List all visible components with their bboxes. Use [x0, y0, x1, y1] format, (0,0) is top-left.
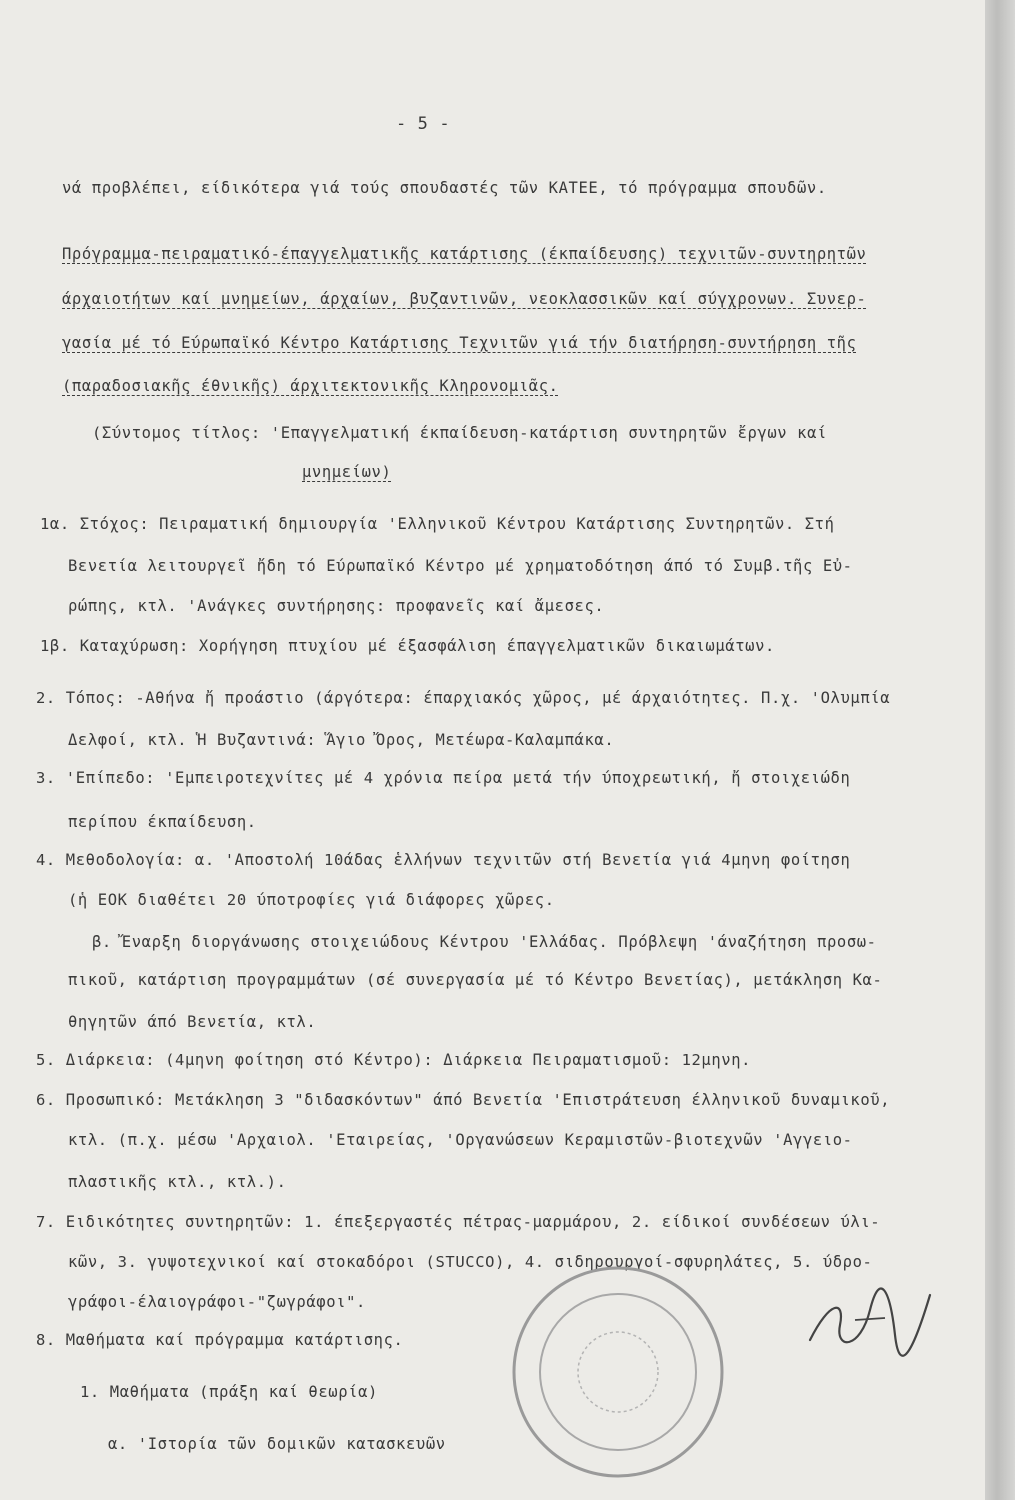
- title-line: Πρόγραμμα-πειραματικό-έπαγγελματικῆς κατάρτισης (έκπαίδευσης) τεχνιτῶν-συντηρητῶν: [62, 245, 867, 263]
- item-5: 5. Διάρκεια: (4μηνη φοίτηση στό Κέντρο): Διάρκεια Πειραματισμοῦ: 12μηνη.: [36, 1051, 752, 1069]
- page-edge-shadow: [985, 0, 1015, 1500]
- text-line: (ἡ ΕΟΚ διαθέτει 20 ύποτροφίες γιά διάφορες χῶρες.: [68, 891, 555, 909]
- short-title-line: (Σύντομος τίτλος: 'Επαγγελματική έκπαίδευση-κατάρτιση συντηρητῶν ἔργων καί: [92, 424, 827, 442]
- title-line: γασία μέ τό Εύρωπαϊκό Κέντρο Κατάρτισης Τεχνιτῶν γιά τήν διατήρηση-συντήρηση τῆς: [62, 334, 857, 352]
- text-line: Βενετία λειτουργεῖ ἤδη τό Εύρωπαϊκό Κέντρο μέ χρηματοδότηση άπό τό Συμβ.τῆς Εὐ-: [68, 557, 853, 575]
- text-line: πικοῦ, κατάρτιση προγραμμάτων (σέ συνεργασία μέ τό Κέντρο Βενετίας), μετάκληση Κα-: [68, 971, 883, 989]
- item-7: 7. Ειδικότητες συντηρητῶν: 1. έπεξεργαστές πέτρας-μαρμάρου, 2. είδικοί συνδέσεων ύλι-: [36, 1213, 881, 1231]
- text-line: κῶν, 3. γυψοτεχνικοί καί στοκαδόροι (STUCCO), 4. σιδηρουργοί-σφυρηλάτες, 5. ύδρο-: [68, 1253, 873, 1271]
- item-1b: 1β. Καταχύρωση: Χορήγηση πτυχίου μέ έξασφάλιση έπαγγελματικῶν δικαιωμάτων.: [40, 637, 775, 655]
- text-line: Δελφοί, κτλ. Ἡ Βυζαντινά: Ἅγιο Ὄρος, Μετέωρα-Καλαμπάκα.: [68, 731, 615, 749]
- short-title-line: μνημείων): [302, 463, 392, 481]
- text-line: περίπου έκπαίδευση.: [68, 813, 257, 831]
- subitem-1: 1. Μαθήματα (πράξη καί θεωρία): [80, 1383, 378, 1401]
- text-line: γράφοι-έλαιογράφοι-"ζωγράφοι".: [68, 1293, 366, 1311]
- title-line: άρχαιοτήτων καί μνημείων, άρχαίων, βυζαντινῶν, νεοκλασσικῶν καί σύγχρονων. Συνερ-: [62, 290, 867, 308]
- item-1a: 1α. Στόχος: Πειραματική δημιουργία 'Ελληνικοῦ Κέντρου Κατάρτισης Συντηρητῶν. Στή: [40, 515, 835, 533]
- text-line: θηγητῶν άπό Βενετία, κτλ.: [68, 1013, 317, 1031]
- subitem-a: α. 'Ιστορία τῶν δομικῶν κατασκευῶν: [108, 1435, 446, 1453]
- item-3: 3. 'Επίπεδο: 'Εμπειροτεχνίτες μέ 4 χρόνια πείρα μετά τήν ύποχρεωτική, ἤ στοιχειώδη: [36, 769, 851, 787]
- text-line: ρώπης, κτλ. 'Ανάγκες συντήρησης: προφανεῖς καί ἄμεσες.: [68, 597, 605, 615]
- text-line: πλαστικῆς κτλ., κτλ.).: [68, 1173, 287, 1191]
- item-6: 6. Προσωπικό: Μετάκληση 3 "διδασκόντων" άπό Βενετία 'Επιστράτευση έλληνικοῦ δυναμικοῦ,: [36, 1091, 891, 1109]
- item-2: 2. Τόπος: -Αθήνα ἤ προάστιο (άργότερα: έπαρχιακός χῶρος, μέ άρχαιότητες. Π.χ. 'Ολυμπία: [36, 689, 891, 707]
- title-line: (παραδοσιακῆς έθνικῆς) άρχιτεκτονικῆς Κληρονομιᾶς.: [62, 377, 559, 395]
- item-8: 8. Μαθήματα καί πρόγραμμα κατάρτισης.: [36, 1331, 404, 1349]
- text-line: β. Ἔναρξη διοργάνωσης στοιχειώδους Κέντρου 'Ελλάδας. Πρόβλεψη 'άναζήτηση προσω-: [92, 933, 877, 951]
- text-line: νά προβλέπει, είδικότερα γιά τούς σπουδαστές τῶν ΚΑΤΕΕ, τό πρόγραμμα σπουδῶν.: [62, 179, 827, 197]
- item-4: 4. Μεθοδολογία: α. 'Αποστολή 10άδας ἑλλήνων τεχνιτῶν στή Βενετία γιά 4μηνη φοίτηση: [36, 851, 851, 869]
- official-stamp: [508, 1262, 728, 1482]
- handwritten-signature: [800, 1280, 940, 1360]
- page-number: - 5 -: [396, 114, 451, 134]
- text-line: κτλ. (π.χ. μέσω 'Αρχαιολ. 'Εταιρείας, 'Οργανώσεων Κεραμιστῶν-βιοτεχνῶν 'Αγγειο-: [68, 1131, 853, 1149]
